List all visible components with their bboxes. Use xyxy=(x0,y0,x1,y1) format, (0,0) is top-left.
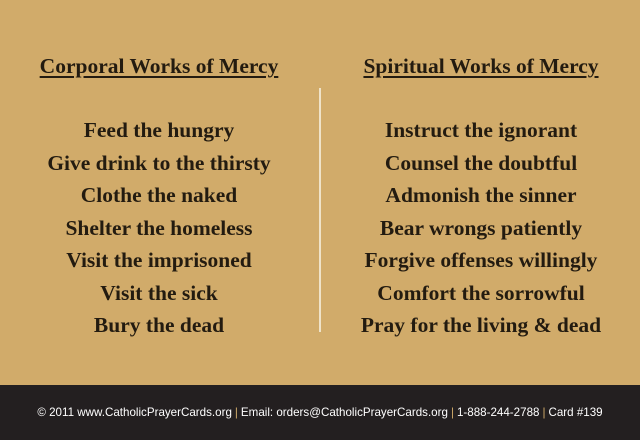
footer-email: Email: orders@CatholicPrayerCards.org xyxy=(240,406,448,419)
list-item: Give drink to the thirsty xyxy=(47,150,271,175)
corporal-works-list xyxy=(0,114,318,342)
list-item: Pray for the living & dead xyxy=(360,313,602,337)
column-divider xyxy=(319,88,321,332)
list-item: Bury the dead xyxy=(93,313,225,337)
corporal-works-column xyxy=(0,52,318,342)
footer-text xyxy=(37,406,602,419)
footer-separator: | xyxy=(450,406,454,419)
list-item: Counsel the doubtful xyxy=(384,150,578,175)
corporal-works-heading: Corporal Works of Mercy xyxy=(39,54,279,78)
spiritual-works-list xyxy=(322,114,640,342)
list-item: Visit the imprisoned xyxy=(66,248,252,272)
footer-bar xyxy=(0,385,640,440)
list-item: Visit the sick xyxy=(100,280,218,305)
list-item: Shelter the homeless xyxy=(65,215,253,240)
list-item: Forgive offenses willingly xyxy=(364,248,598,272)
list-item: Admonish the sinner xyxy=(385,183,577,207)
list-item: Clothe the naked xyxy=(80,183,238,207)
list-item: Bear wrongs patiently xyxy=(379,215,583,240)
list-item: Comfort the sorrowful xyxy=(377,280,585,305)
card-number: Card #139 xyxy=(548,406,603,419)
spiritual-works-column xyxy=(322,52,640,342)
footer-separator: | xyxy=(542,406,546,419)
list-item: Instruct the ignorant xyxy=(384,118,578,142)
copyright-website: © 2011 www.CatholicPrayerCards.org xyxy=(37,406,232,419)
footer-phone: 1-888-244-2788 xyxy=(456,406,540,419)
list-item: Feed the hungry xyxy=(83,118,235,142)
spiritual-works-heading: Spiritual Works of Mercy xyxy=(363,54,599,78)
footer-separator: | xyxy=(234,406,238,419)
